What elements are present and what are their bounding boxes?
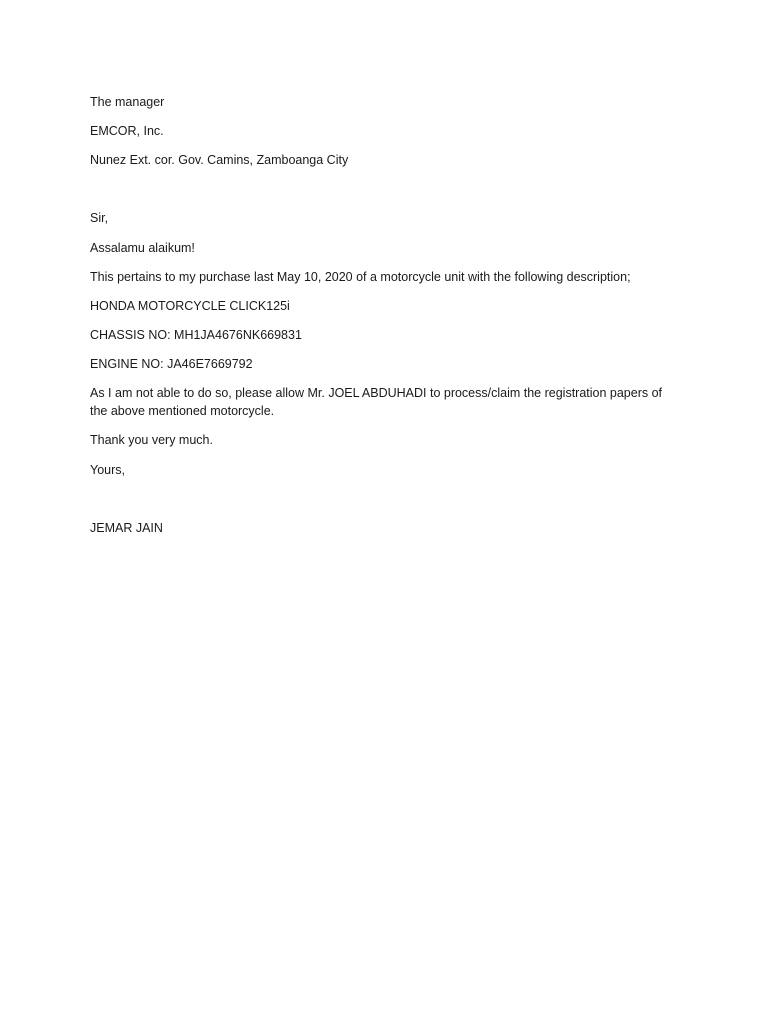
closing-line: Yours,	[90, 463, 125, 477]
unit-engine: ENGINE NO: JA46E7669792	[90, 357, 253, 371]
signature-name: JEMAR JAIN	[90, 521, 163, 535]
unit-chassis: CHASSIS NO: MH1JA4676NK669831	[90, 328, 302, 342]
request-paragraph: As I am not able to do so, please allow Mr. JOEL ABDUHADI to process/claim the registration papers of the above mentioned motorcycle.	[90, 386, 663, 418]
unit-model: HONDA MOTORCYCLE CLICK125i	[90, 299, 290, 313]
recipient-company: EMCOR, Inc.	[90, 124, 164, 138]
recipient-address: Nunez Ext. cor. Gov. Camins, Zamboanga City	[90, 153, 349, 167]
salutation: Sir,	[90, 211, 109, 225]
thanks-line: Thank you very much.	[90, 433, 213, 447]
recipient-title: The manager	[90, 95, 165, 109]
intro-paragraph: This pertains to my purchase last May 10, 2020 of a motorcycle unit with the following description;	[90, 270, 631, 284]
greeting: Assalamu alaikum!	[90, 241, 195, 255]
